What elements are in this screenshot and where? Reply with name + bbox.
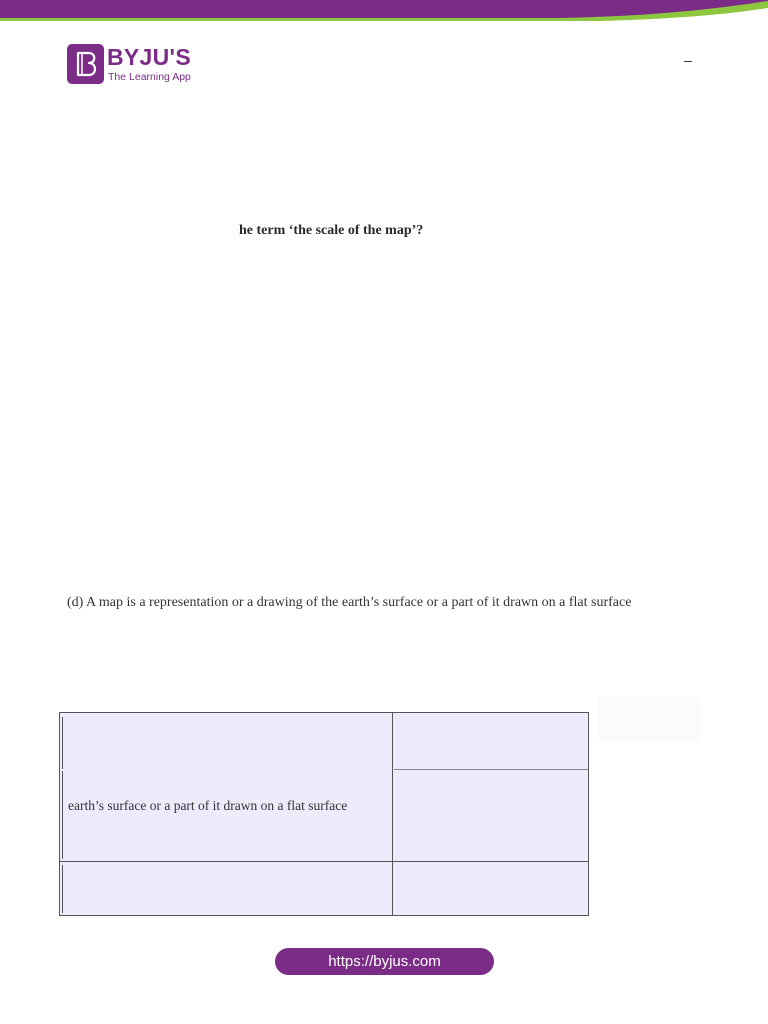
- table-divider-vertical: [392, 713, 393, 915]
- brand-tagline: The Learning App: [108, 71, 191, 83]
- table-inner-rule: [394, 769, 588, 770]
- footer-url-link[interactable]: https://byjus.com: [275, 948, 494, 975]
- table-inner-left-rule: [62, 717, 63, 769]
- table-cell: earth’s surface or a part of it drawn on a flat surface: [68, 798, 348, 813]
- byjus-logo[interactable]: [67, 44, 207, 86]
- brand-name: BYJU'S: [107, 44, 191, 70]
- logo-mark: [67, 44, 104, 84]
- header-band: [0, 0, 768, 30]
- header-dash: [684, 61, 692, 62]
- table-inner-left-rule: [62, 771, 63, 859]
- table-divider-horizontal: [60, 861, 588, 862]
- answer-table: [59, 712, 589, 916]
- answer-text: (d) A map is a representation or a drawing of the earth’s surface or a part of it drawn on a flat surface: [67, 595, 632, 610]
- question-text: he term ‘the scale of the map’?: [239, 223, 424, 238]
- table-inner-left-rule: [62, 865, 63, 913]
- faint-box: [598, 697, 701, 741]
